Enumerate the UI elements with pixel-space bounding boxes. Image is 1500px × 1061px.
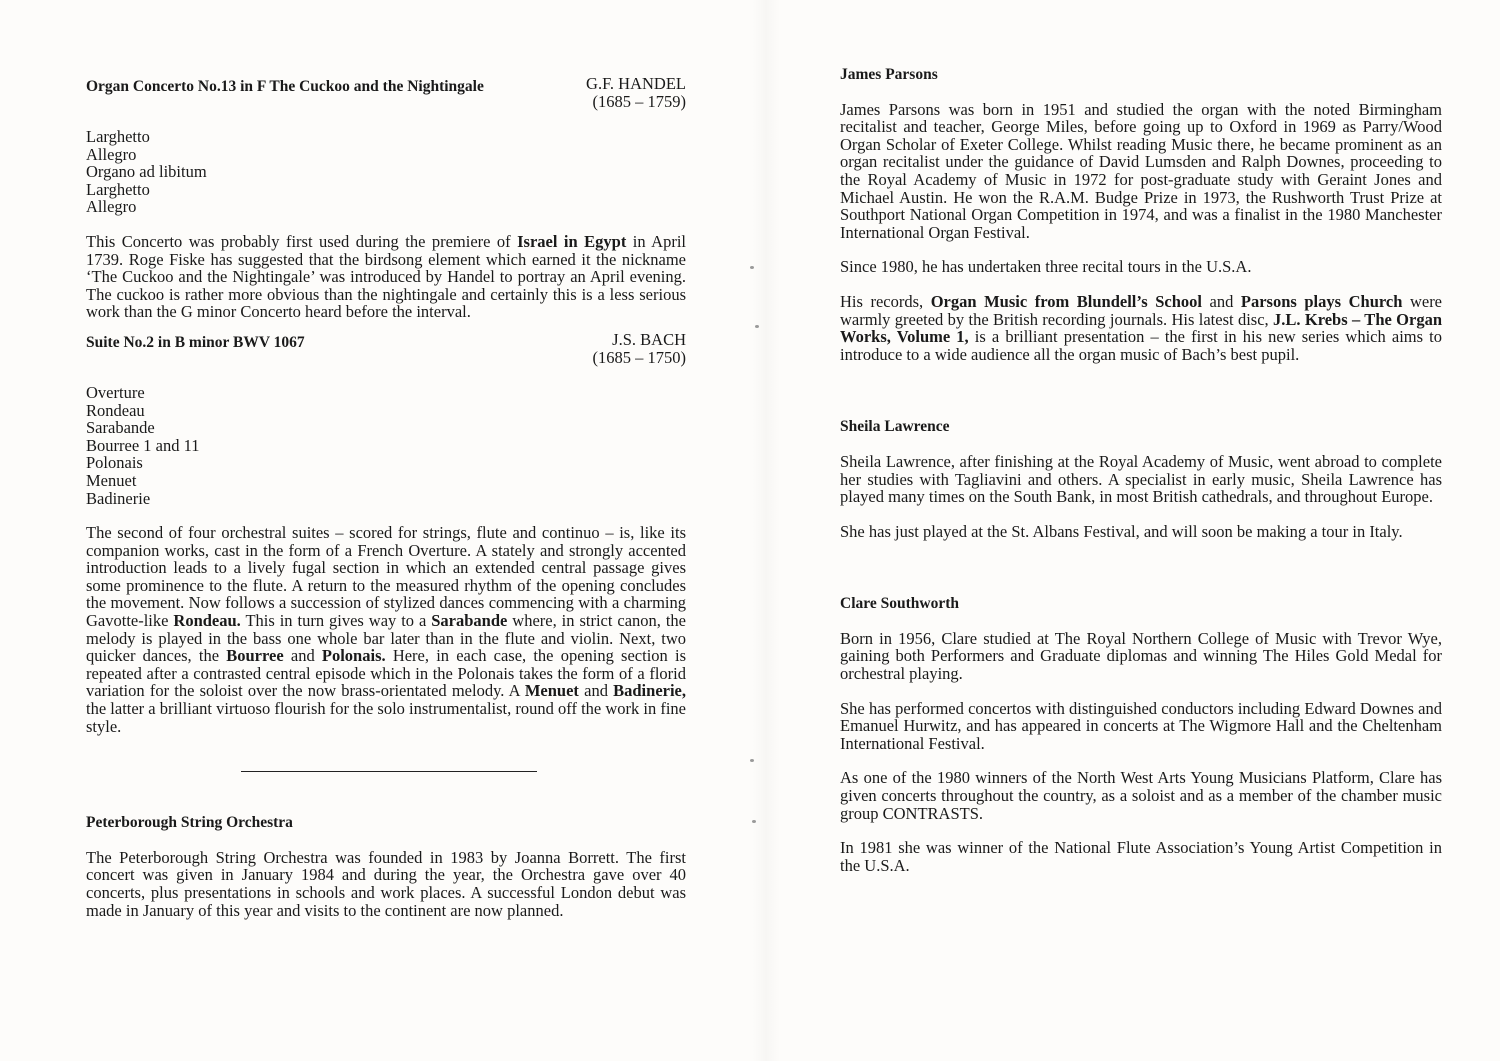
parsons-bio-1: James Parsons was born in 1951 and studied the organ with the noted Birmingham recitalist and teacher, George Miles, before going up to Oxford in 1969 as Parry/Wood Organ Scholar of Exeter College. Whilst reading Music there, he became prominent as an organ recitalist under the guidance of David Lumsden and Ralph Downes, proceeding to the Royal Academy of Music in 1972 for post-graduate study with Geraint Jones and Michael Austin. He won the R.A.M. Budge Prize in 1973, the Rushworth Trust Prize at Southport National Organ Competition in 1974, and was a finalist in the 1980 Manchester International Organ Festival. — [840, 99, 1442, 242]
southworth-bio-4: In 1981 she was winner of the National Flute Association’s Young Artist Competition in the U.S.A. — [840, 838, 1442, 875]
movement-item: Allegro — [86, 144, 137, 164]
movement-item: Overture — [86, 382, 145, 402]
handel-composer: G.F. HANDEL — [586, 74, 686, 93]
lawrence-bio-2: She has just played at the St. Albans Festival, and will soon be making a tour in Italy. — [840, 521, 1403, 541]
bach-composer-block — [593, 331, 687, 367]
movement-item: Rondeau — [86, 400, 145, 420]
movement-item: Larghetto — [86, 127, 150, 146]
handel-movement-list — [86, 128, 686, 216]
lawrence-name: Sheila Lawrence — [840, 418, 950, 436]
southworth-bio-3: As one of the 1980 winners of the North West Arts Young Musicians Platform, Clare has given concerts throughout the country, as a soloist and as a member of the chamber music group CONTRASTS. — [840, 768, 1442, 823]
dance-name: Menuet — [524, 681, 579, 701]
bach-title: Suite No.2 in B minor BWV 1067 — [86, 333, 305, 351]
section-divider — [241, 771, 537, 772]
paper-speck — [750, 266, 754, 269]
bach-movement-list — [86, 384, 686, 507]
record-title: Organ Music from Blundell’s School — [930, 291, 1202, 311]
handel-heading — [86, 75, 686, 111]
text-run: and — [1201, 291, 1241, 311]
paper-speck — [752, 820, 756, 823]
dance-name: Sarabande — [431, 611, 508, 631]
parsons-bio-3 — [840, 293, 1442, 363]
dance-name: Badinerie, — [613, 681, 686, 701]
handel-title: Organ Concerto No.13 in F The Cuckoo and the Nightingale — [86, 78, 484, 95]
text-run: in April 1739. Roge Fiske has suggested that the birdsong element which earned it the nickname ‘The Cuckoo and the Nightingale’ was introduced by Handel to portray an April evening. The cuckoo is rather more obvious than the nightingale and certainly this is a less serious work than the G minor Concerto heard before the interval. — [86, 231, 686, 322]
text-run: This in turn gives way to a — [240, 611, 432, 631]
work-title: Israel in Egypt — [517, 231, 627, 251]
text-run: The second of four orchestral suites – scored for strings, flute and continuo – is, like its companion works, cast in the form of a French Overture. A stately and strongly accented introduction leads to a lively fugal section in which an extended central passage gives some prominence to the flute. A return to the measured rhythm of the opening concludes the movement. Now follows a succession of stylized dances commencing with a charming Gavotte-like — [86, 523, 686, 631]
movement-item: Organo ad libitum — [86, 162, 207, 182]
bach-composer: J.S. BACH — [612, 329, 686, 349]
parsons-bio-2: Since 1980, he has undertaken three recital tours in the U.S.A. — [840, 257, 1252, 277]
southworth-name: Clare Southworth — [840, 595, 959, 613]
handel-description — [86, 233, 686, 321]
lawrence-bio-1: Sheila Lawrence, after finishing at the Royal Academy of Music, went abroad to complete her studies with Tagliavini and others. A specialist in early music, Sheila Lawrence has played many times on the South Bank, in most British cathedrals, and throughout Europe. — [840, 451, 1442, 507]
movement-item: Polonais — [86, 453, 143, 473]
bach-heading — [86, 331, 686, 367]
dance-name: Polonais. — [321, 646, 386, 666]
text-run: and — [578, 681, 614, 701]
text-run: Here, in each case, the opening section is repeated after a contrasted central episode which in the Polonais takes the form of a florid variation for the soloist over the now brass-orientated melody. A — [86, 646, 686, 701]
text-run: where, in strict canon, the melody is played in the bass one whole bar later than in the flute and violin. Next, two quicker dances, the — [86, 611, 686, 666]
paper-speck — [755, 325, 759, 328]
movement-item: Menuet — [86, 470, 137, 490]
dance-name: Rondeau. — [173, 611, 241, 631]
movement-item: Larghetto — [86, 179, 150, 199]
text-run: and — [283, 646, 322, 666]
southworth-bio-2: She has performed concertos with distinguished conductors including Edward Downes and Emanuel Hurwitz, and has appeared in concerts at The Wigmore Hall and the Cheltenham International Festival. — [840, 698, 1442, 753]
movement-item: Bourree 1 and 11 — [86, 435, 200, 455]
record-title: J.L. Krebs – The Organ Works, Volume 1, — [840, 309, 1443, 347]
page-fold — [752, 0, 780, 1061]
parsons-name: James Parsons — [840, 66, 938, 83]
text-run: were warmly greeted by the British recording journals. His latest disc, — [840, 291, 1443, 329]
text-run: This Concerto was probably first used during the premiere of — [86, 231, 518, 251]
paper-speck — [750, 759, 754, 762]
handel-composer-block — [586, 75, 686, 111]
movement-item: Sarabande — [86, 418, 155, 438]
text-run: is a brilliant presentation – the first in his new series which aims to introduce to a wide audience all the organ music of Bach’s best pupil. — [840, 327, 1442, 364]
record-title: Parsons plays Church — [1240, 291, 1403, 311]
left-page — [86, 75, 686, 919]
right-page — [840, 66, 1442, 874]
bach-dates: (1685 – 1750) — [592, 347, 686, 367]
orchestra-title: Peterborough String Orchestra — [86, 814, 293, 832]
southworth-bio-1: Born in 1956, Clare studied at The Royal Northern College of Music with Trevor Wye, gaining both Performers and Graduate diplomas and winning The Hiles Gold Medal for orchestral playing. — [840, 628, 1442, 684]
movement-item: Badinerie — [86, 488, 151, 508]
text-run: the latter a brilliant virtuoso flourish for the solo instrumentalist, round off the work in fine style. — [86, 699, 686, 736]
orchestra-text: The Peterborough String Orchestra was founded in 1983 by Joanna Borrett. The first concert was given in January 1984 and during the year, the Orchestra gave over 40 concerts, plus presentations in schools and work places. A successful London debut was made in January of this year and visits to the continent are now planned. — [86, 847, 686, 920]
bach-description — [86, 524, 686, 735]
handel-dates: (1685 – 1759) — [592, 92, 686, 111]
dance-name: Bourree — [226, 646, 284, 666]
text-run: His records, — [840, 291, 931, 311]
movement-item: Allegro — [86, 197, 137, 217]
